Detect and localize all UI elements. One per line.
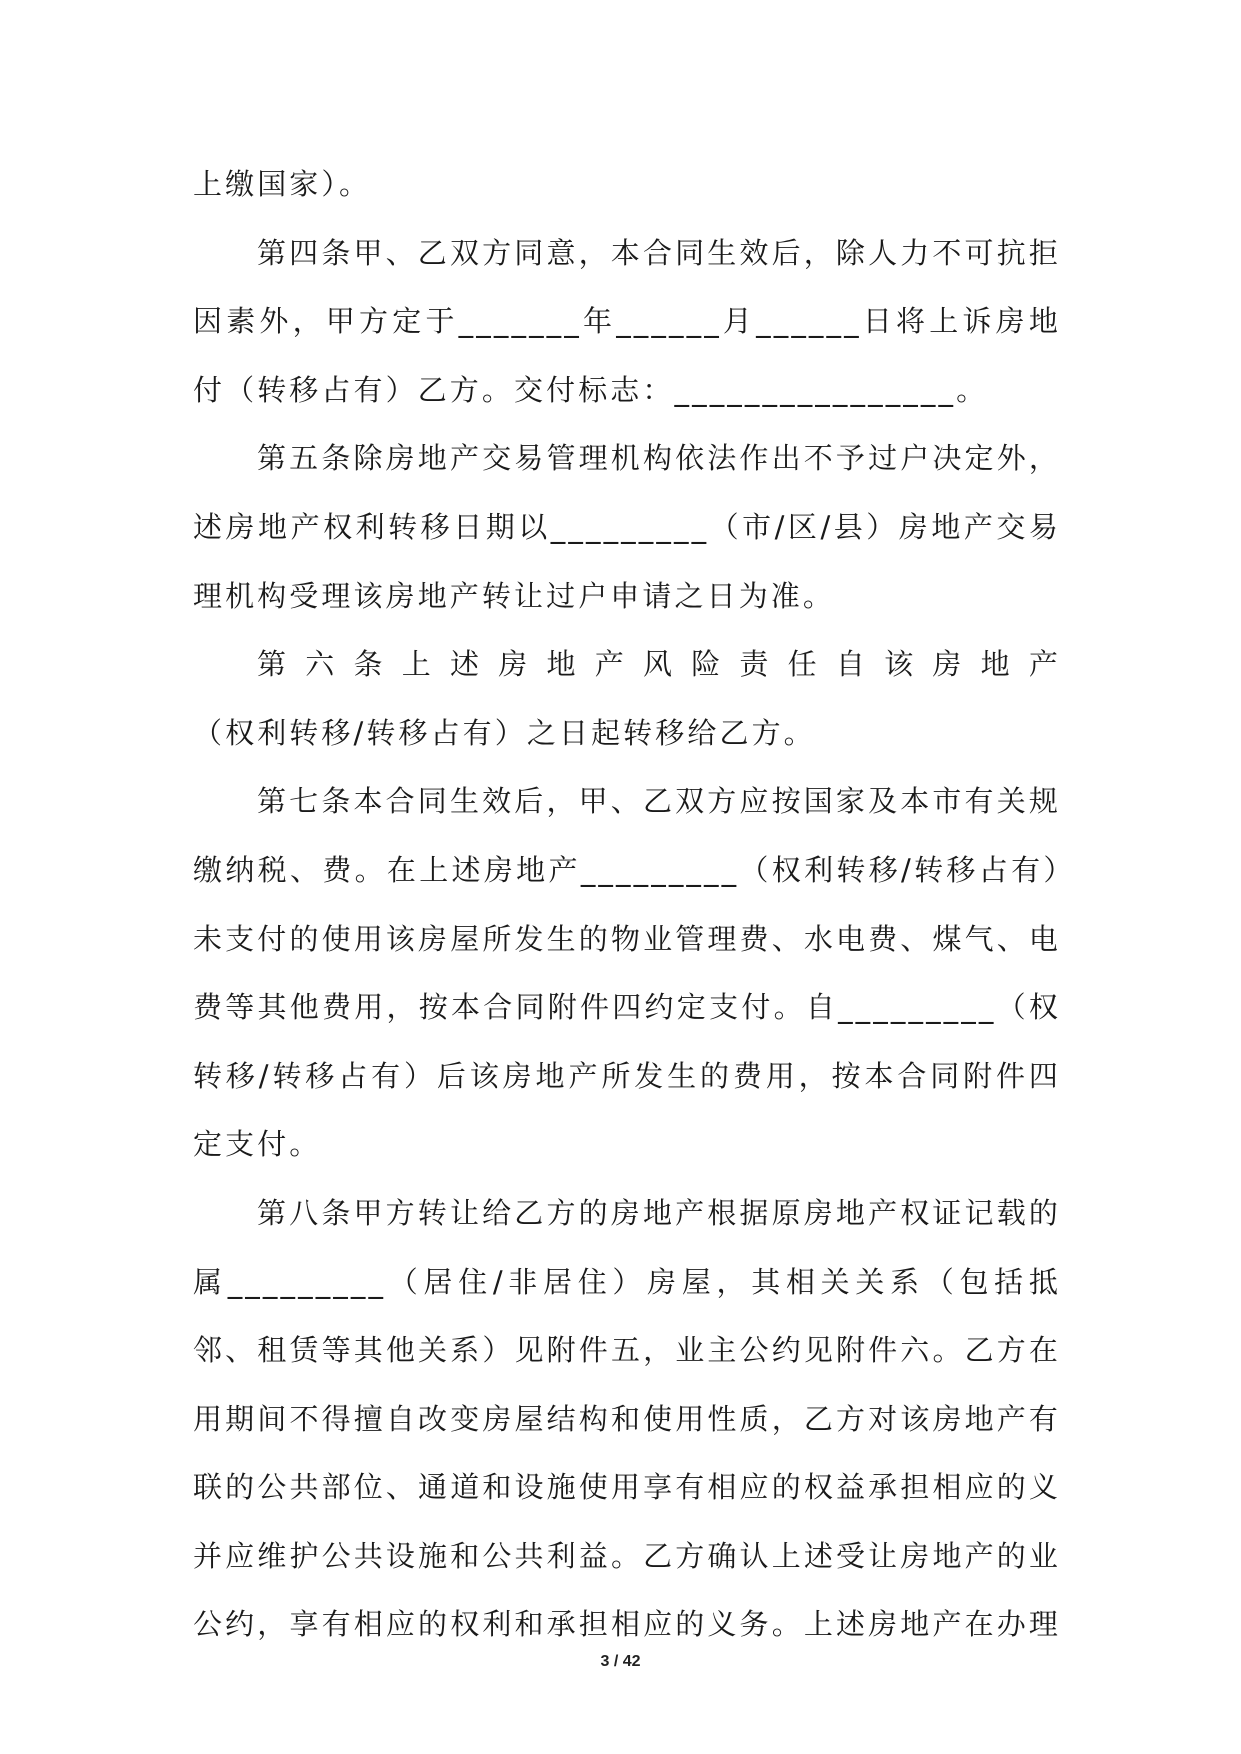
paragraph bbox=[193, 424, 1061, 630]
text-line: 第六条上述房地产风险责任自该房地产 bbox=[257, 647, 1061, 682]
text-line: 第七条本合同生效后，甲、乙双方应按国家及本市有关规 bbox=[257, 784, 1061, 819]
text-line: 第四条甲、乙双方同意，本合同生效后，除人力不可抗拒 bbox=[257, 235, 1061, 270]
text-line: 第八条甲方转让给乙方的房地产根据原房地产权证记载的 bbox=[257, 1195, 1061, 1230]
text-line: 第五条除房地产交易管理机构依法作出不予过户决定外， bbox=[257, 441, 1061, 476]
text-line: 缴纳税、费。在上述房地产_________（权利转移/转移占有） bbox=[193, 852, 1061, 887]
text-line: 邻、租赁等其他关系）见附件五，业主公约见附件六。乙方在 bbox=[193, 1333, 1061, 1368]
text-line: 上缴国家）。 bbox=[193, 167, 372, 201]
text-line: 费等其他费用，按本合同附件四约定支付。自_________（权 bbox=[193, 990, 1061, 1025]
text-line: 定支付。 bbox=[193, 1127, 322, 1162]
document-body bbox=[193, 150, 1061, 1659]
text-line: 公约，享有相应的权利和承担相应的义务。上述房地产在办理 bbox=[193, 1607, 1061, 1642]
text-line: 属_________（居住/非居住）房屋，其相关关系（包括抵 bbox=[193, 1264, 1061, 1299]
paragraph bbox=[193, 150, 1061, 219]
paragraph bbox=[193, 767, 1061, 1179]
text-line: 转移/转移占有）后该房地产所发生的费用，按本合同附件四 bbox=[193, 1058, 1061, 1093]
paragraph bbox=[193, 1179, 1061, 1659]
text-line: 因素外，甲方定于_______年______月______日将上诉房地 bbox=[193, 304, 1061, 339]
text-line: 并应维护公共设施和公共利益。乙方确认上述受让房地产的业 bbox=[193, 1538, 1061, 1573]
text-line: 理机构受理该房地产转让过户申请之日为准。 bbox=[193, 578, 836, 613]
text-line: （权利转移/转移占有）之日起转移给乙方。 bbox=[193, 715, 816, 750]
paragraph bbox=[193, 219, 1061, 425]
text-line: 付（转移占有）乙方。交付标志：________________。 bbox=[193, 372, 989, 407]
text-line: 联的公共部位、通道和设施使用享有相应的权益承担相应的义 bbox=[193, 1470, 1061, 1505]
text-line: 用期间不得擅自改变房屋结构和使用性质，乙方对该房地产有 bbox=[193, 1401, 1061, 1436]
page-number: 3 / 42 bbox=[600, 1653, 641, 1670]
paragraph bbox=[193, 630, 1061, 767]
text-line: 述房地产权利转移日期以_________（市/区/县）房地产交易 bbox=[193, 509, 1061, 544]
text-line: 未支付的使用该房屋所发生的物业管理费、水电费、煤气、电 bbox=[193, 921, 1061, 956]
